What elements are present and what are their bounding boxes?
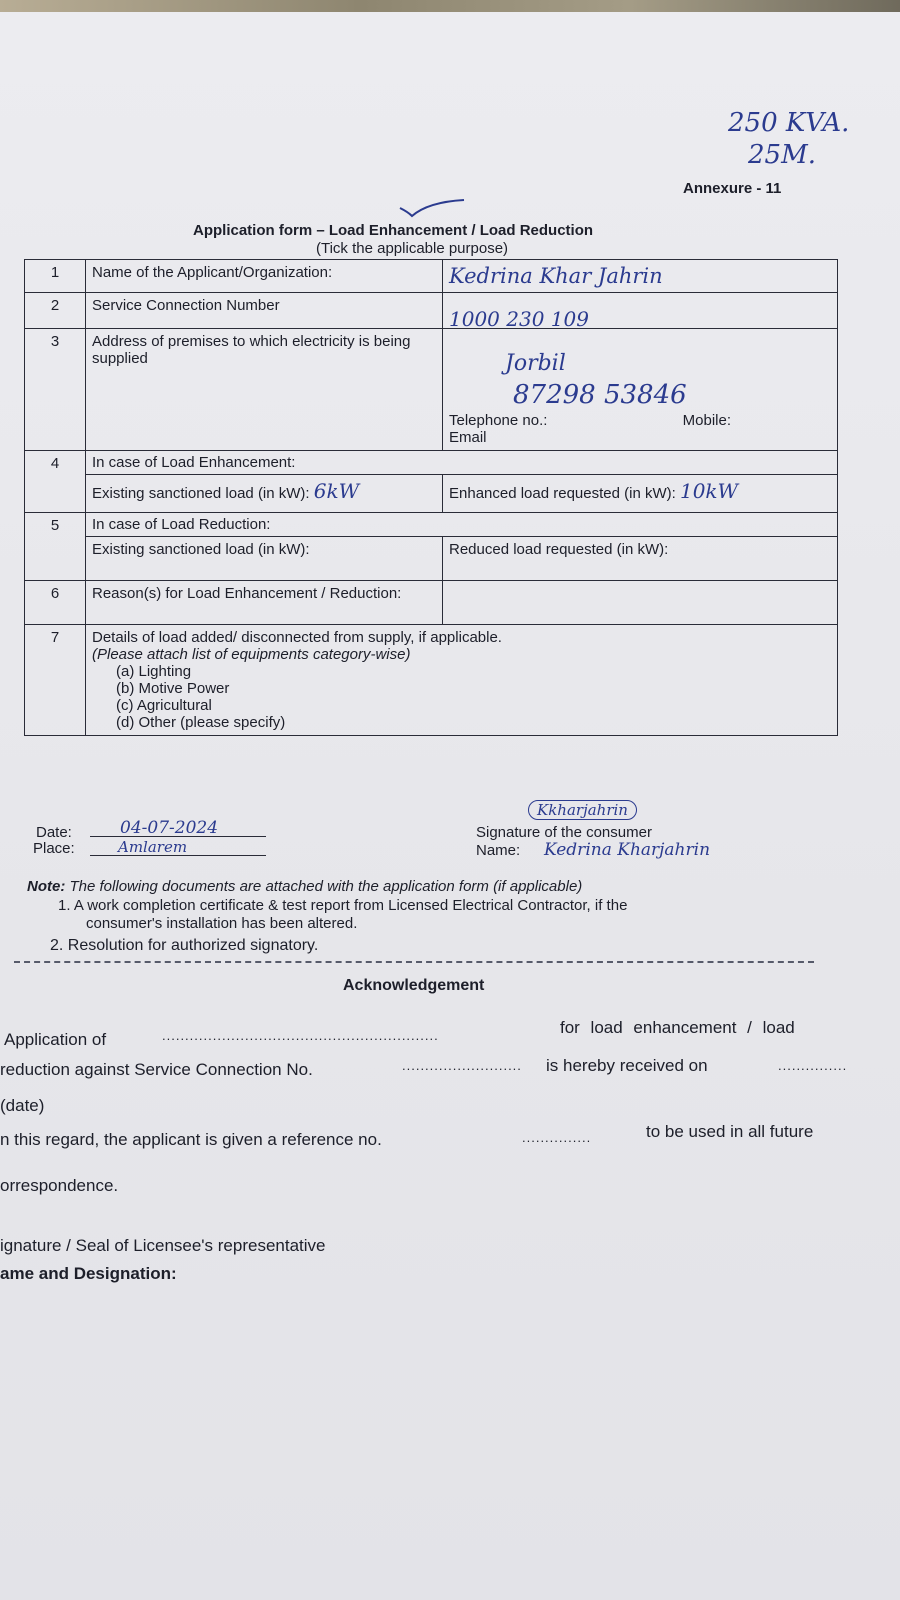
reduction-header: In case of Load Reduction:	[86, 513, 838, 537]
row-number: 6	[25, 581, 86, 625]
table-row	[25, 625, 838, 736]
ack-dots2: ..........................	[402, 1058, 522, 1073]
applicant-name-cell	[443, 260, 838, 293]
annexure-label: Annexure - 11	[683, 180, 782, 197]
ack-line1a: Application of	[4, 1030, 107, 1049]
ack-line1b: for load enhancement / load	[560, 1018, 795, 1037]
applicant-name-label: Name of the Applicant/Organization:	[86, 260, 443, 293]
table-row	[25, 260, 838, 293]
service-connection-value: 1000 230 109	[449, 307, 589, 331]
table-row	[25, 581, 838, 625]
margin-note-distance: 25M.	[748, 140, 816, 170]
consumer-signature: Kkharjahrin	[528, 800, 637, 820]
email-label: Email	[449, 429, 487, 446]
table-row	[25, 329, 838, 451]
address-value: Jorbil	[505, 351, 566, 376]
enhancement-header: In case of Load Enhancement:	[86, 451, 838, 475]
date-value: 04-07-2024	[120, 818, 219, 838]
ack-line4a: n this regard, the applicant is given a reference no.	[0, 1130, 382, 1149]
enhancement-existing-label: Existing sanctioned load (in kW):	[92, 485, 310, 502]
name-value: Kedrina Kharjahrin	[544, 840, 711, 860]
load-details-note: (Please attach list of equipments category-wise)	[92, 646, 411, 663]
ack-dots4: ...............	[522, 1130, 592, 1145]
address-label: Address of premises to which electricity is being supplied	[86, 329, 443, 451]
enhancement-requested-label: Enhanced load requested (in kW):	[449, 485, 676, 502]
ack-line2b: is hereby received on	[546, 1056, 708, 1075]
note-line	[27, 878, 582, 895]
row-number: 2	[25, 293, 86, 329]
telephone-label: Telephone no.:	[449, 412, 548, 429]
designation-label: ame and Designation:	[0, 1264, 177, 1283]
load-item-other: (d) Other (please specify)	[116, 714, 286, 731]
mobile-label: Mobile:	[682, 412, 731, 429]
row-number: 3	[25, 329, 86, 451]
enhancement-requested-value: 10kW	[679, 479, 739, 503]
load-item-motive: (b) Motive Power	[116, 680, 230, 697]
table-row	[25, 451, 838, 475]
load-item-lighting: (a) Lighting	[116, 663, 192, 680]
ack-line4b: to be used in all future	[646, 1122, 814, 1141]
reduction-requested-label: Reduced load requested (in kW):	[443, 537, 838, 581]
table-row	[25, 475, 838, 513]
form-subtitle: (Tick the applicable purpose)	[316, 240, 509, 257]
service-connection-label: Service Connection Number	[86, 293, 443, 329]
load-item-agricultural: (c) Agricultural	[116, 697, 212, 714]
margin-note-kva: 250 KVA.	[728, 108, 850, 138]
reason-cell	[443, 581, 838, 625]
photo-top-edge	[0, 0, 900, 12]
separator-line	[14, 961, 814, 963]
note-item-2: 2. Resolution for authorized signatory.	[50, 937, 319, 954]
ack-line5: orrespondence.	[0, 1176, 119, 1195]
table-row	[25, 537, 838, 581]
row-number: 7	[25, 625, 86, 736]
date-label: Date:	[36, 824, 72, 841]
enhancement-existing-value: 6kW	[313, 479, 360, 503]
ack-dots3: ...............	[778, 1058, 848, 1073]
note-item-1-cont: consumer's installation has been altered.	[86, 915, 358, 932]
row-number: 5	[25, 513, 86, 581]
signature-label: Signature of the consumer	[476, 824, 652, 841]
note-item-1: 1. A work completion certificate & test report from Licensed Electrical Contractor, if the	[58, 897, 628, 914]
table-row	[25, 513, 838, 537]
place-value: Amlarem	[118, 838, 188, 856]
ack-dots1: ............................................................	[162, 1028, 439, 1043]
table-row	[25, 293, 838, 329]
reduction-existing-label: Existing sanctioned load (in kW):	[86, 537, 443, 581]
tick-mark-icon	[398, 198, 468, 218]
load-details-cell	[86, 625, 838, 736]
reason-label: Reason(s) for Load Enhancement / Reduction:	[86, 581, 443, 625]
ack-line3: (date)	[0, 1096, 45, 1115]
acknowledgement-title: Acknowledgement	[343, 977, 485, 994]
form-title: Application form – Load Enhancement / Load Reduction	[193, 222, 594, 239]
address-cell	[443, 329, 838, 451]
row-number: 4	[25, 451, 86, 513]
application-table	[24, 259, 838, 736]
applicant-name-value: Kedrina Khar Jahrin	[449, 264, 663, 288]
note-text: The following documents are attached with the application form (if applicable)	[69, 878, 583, 895]
service-connection-cell	[443, 293, 838, 329]
enhancement-requested-cell	[443, 475, 838, 513]
ack-line2a: reduction against Service Connection No.	[0, 1060, 313, 1079]
note-label: Note:	[27, 878, 66, 895]
phone-value: 87298 53846	[513, 380, 687, 410]
place-label: Place:	[33, 840, 75, 857]
licensee-signature-label: ignature / Seal of Licensee's representative	[0, 1236, 326, 1255]
row-number: 1	[25, 260, 86, 293]
load-details-label: Details of load added/ disconnected from supply, if applicable.	[92, 629, 502, 646]
name-label: Name:	[476, 842, 521, 859]
enhancement-existing-cell	[86, 475, 443, 513]
